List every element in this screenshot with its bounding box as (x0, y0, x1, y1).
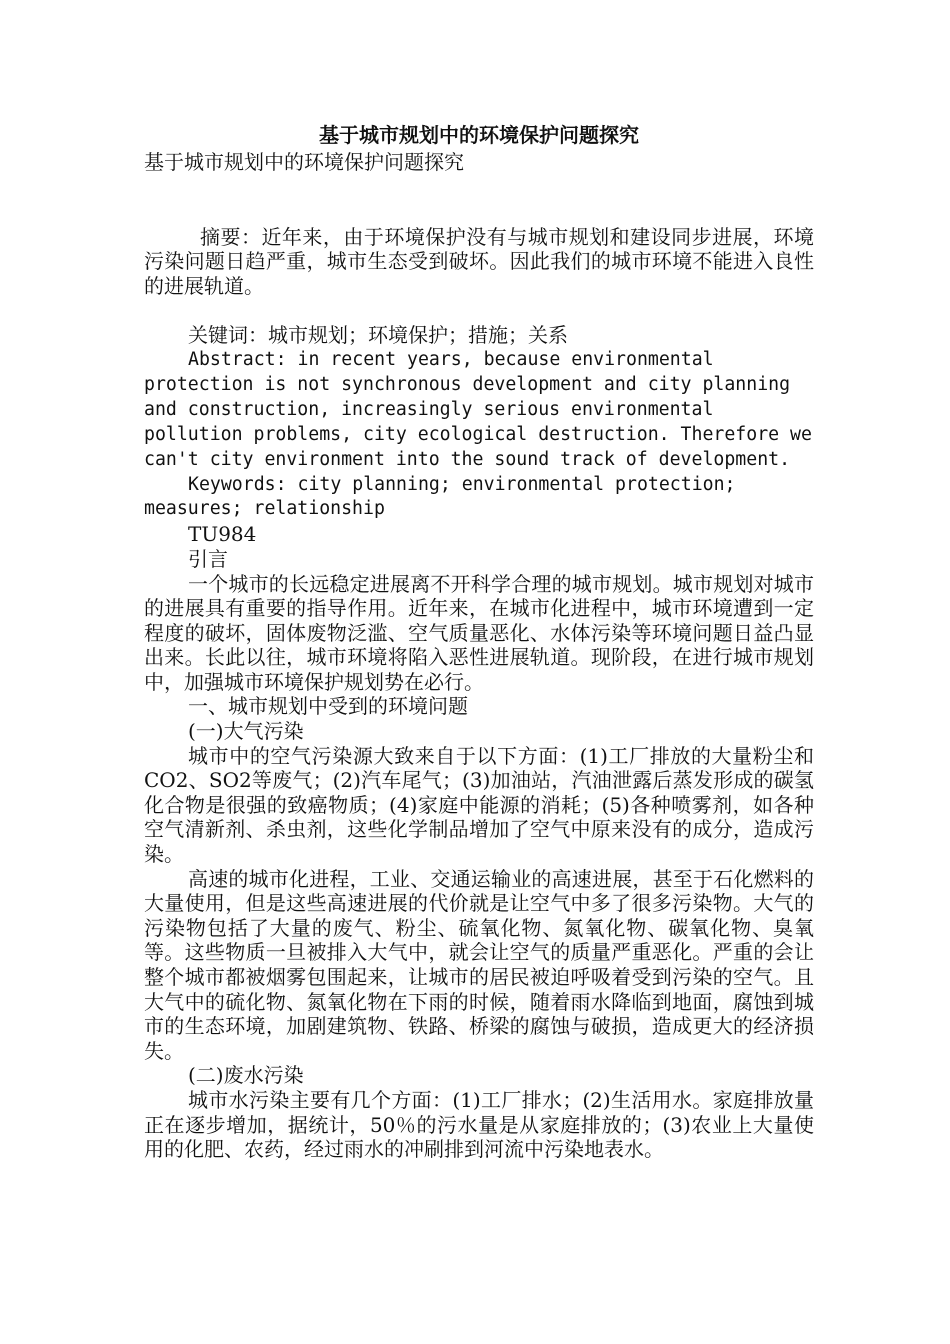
subsection-2-heading: (二)废水污染 (188, 1063, 304, 1088)
intro-heading: 引言 (188, 546, 228, 571)
blank-line (144, 298, 814, 323)
abstract-en: Abstract: in recent years, because environmental protection is not synchronous development and city planning and construction, increasingly serious environmental pollution problems, city ecological destruction. Therefore we can't city environment into the sound track of development. (144, 348, 812, 470)
subsection-1-heading: (一)大气污染 (188, 719, 304, 744)
keywords-cn: 关键词：城市规划；环境保护；措施；关系 (188, 323, 568, 348)
abstract-cn: 摘要：近年来，由于环境保护没有与城市规划和建设同步进展，环境污染问题日趋严重，城市生态受到破坏。因此我们的城市环境不能进入良性的进展轨道。 (144, 224, 814, 298)
blank-line (144, 175, 814, 200)
water-pollution-paragraph: 城市水污染主要有几个方面：(1)工厂排水；(2)生活用水。家庭排放量正在逐步增加，据统计，50％的污水量是从家庭排放的；(3)农业上大量使用的化肥、农药，经过雨水的冲刷排到河流中污染地表水。 (144, 1087, 814, 1162)
air-pollution-paragraph-1: 城市中的空气污染源大致来自于以下方面：(1)工厂排放的大量粉尘和CO2、SO2等废气；(2)汽车尾气；(3)加油站，汽油泄露后蒸发形成的碳氢化合物是很强的致癌物质；(4)家庭中能源的消耗；(5)各种喷雾剂，如各种空气清新剂、杀虫剂，这些化学制品增加了空气中原来没有的成分，造成污染。 (144, 743, 814, 867)
keywords-en: Keywords: city planning; environmental protection; measures; relationship (144, 473, 736, 520)
blank-line (144, 200, 814, 225)
document-title: 基于城市规划中的环境保护问题探究 (319, 123, 639, 147)
intro-paragraph: 一个城市的长远稳定进展离不开科学合理的城市规划。城市规划对城市的进展具有重要的指导作用。近年来，在城市化进程中，城市环境遭到一定程度的破坏，固体废物泛滥、空气质量恶化、水体污染等环境问题日益凸显出来。长此以往，城市环境将陷入恶性进展轨道。现阶段，在进行城市规划中，加强城市环境保护规划势在必行。 (144, 571, 814, 694)
section-1-heading: 一、城市规划中受到的环境问题 (188, 694, 468, 719)
air-pollution-paragraph-2: 高速的城市化进程，工业、交通运输业的高速进展，甚至于石化燃料的大量使用，但是这些高速进展的代价就是让空气中多了很多污染物。大气的污染物包括了大量的废气、粉尘、硫氧化物、氮氧化物、碳氧化物、臭氧等。这些物质一旦被排入大气中，就会让空气的质量严重恶化。严重的会让整个城市都被烟雾包围起来，让城市的居民被迫呼吸着受到污染的空气。且大气中的硫化物、氮氧化物在下雨的时候，随着雨水降临到地面，腐蚀到城市的生态环境，加剧建筑物、铁路、桥梁的腐蚀与破损，造成更大的经济损失。 (144, 866, 814, 1063)
class-code: TU984 (188, 522, 257, 547)
document-page (144, 122, 814, 1162)
document-subtitle: 基于城市规划中的环境保护问题探究 (144, 150, 464, 174)
